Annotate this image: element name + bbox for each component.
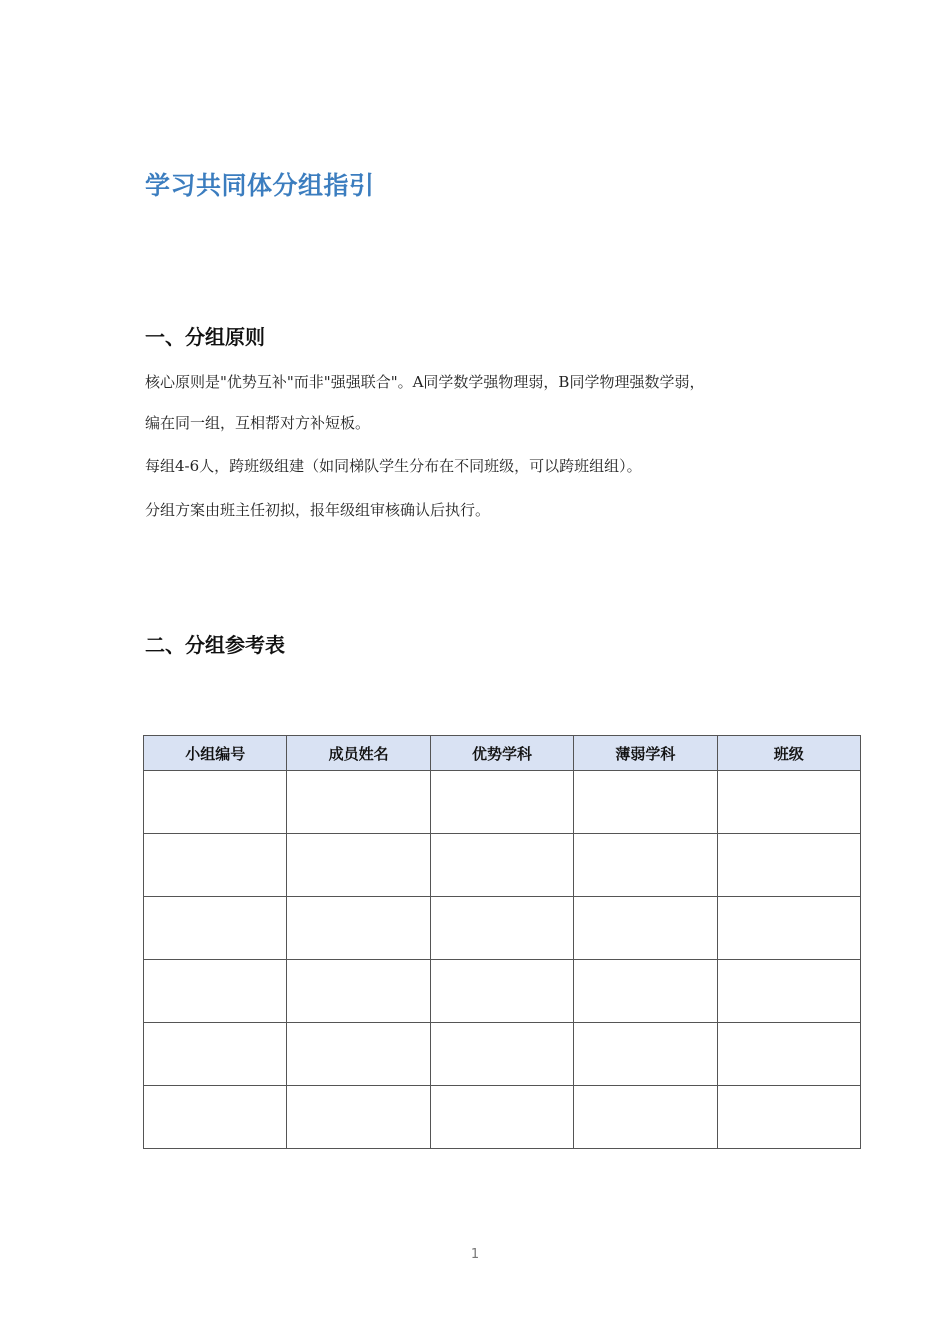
table-cell[interactable] [717,1086,860,1149]
table-cell[interactable] [287,960,430,1023]
table-cell[interactable] [144,960,287,1023]
paragraph-core-principle-cont: 编在同一组，互相帮对方补短板。 [145,414,371,432]
table-cell[interactable] [574,834,717,897]
table-cell[interactable] [287,771,430,834]
paragraph-group-size: 每组4-6人，跨班级组建（如同梯队学生分布在不同班级，可以跨班组组）。 [145,457,642,475]
table-body [144,771,861,1149]
table-cell[interactable] [430,897,573,960]
table-cell[interactable] [430,771,573,834]
section-heading-principles: 一、分组原则 [145,325,265,349]
table-row [144,771,861,834]
table-cell[interactable] [287,834,430,897]
header-member-name: 成员姓名 [287,736,430,771]
table-cell[interactable] [430,1086,573,1149]
section-heading-reference-table: 二、分组参考表 [145,633,285,657]
header-group-number: 小组编号 [144,736,287,771]
table-cell[interactable] [430,960,573,1023]
table-row [144,834,861,897]
table-cell[interactable] [574,771,717,834]
table-row [144,1023,861,1086]
table-cell[interactable] [574,1086,717,1149]
table-cell[interactable] [430,1023,573,1086]
table-row [144,1086,861,1149]
paragraph-approval: 分组方案由班主任初拟，报年级组审核确认后执行。 [145,501,491,519]
table-cell[interactable] [430,834,573,897]
page-number: 1 [470,1247,480,1262]
table-cell[interactable] [717,834,860,897]
table-cell[interactable] [717,960,860,1023]
header-weak-subject: 薄弱学科 [574,736,717,771]
table-cell[interactable] [717,897,860,960]
table-cell[interactable] [574,897,717,960]
table-cell[interactable] [287,1023,430,1086]
group-reference-table [143,735,861,1149]
table-cell[interactable] [144,834,287,897]
document-title: 学习共同体分组指引 [145,171,375,200]
table-cell[interactable] [717,1023,860,1086]
header-class: 班级 [717,736,860,771]
table-cell[interactable] [717,771,860,834]
table-cell[interactable] [574,1023,717,1086]
table-cell[interactable] [144,1086,287,1149]
table-cell[interactable] [144,897,287,960]
table-cell[interactable] [287,897,430,960]
header-strong-subject: 优势学科 [430,736,573,771]
paragraph-core-principle: 核心原则是"优势互补"而非"强强联合"。A同学数学强物理弱，B同学物理强数学弱， [145,373,705,391]
table-header-row [144,736,861,771]
table-row [144,960,861,1023]
table-cell[interactable] [287,1086,430,1149]
table-cell[interactable] [144,771,287,834]
table-cell[interactable] [574,960,717,1023]
table-cell[interactable] [144,1023,287,1086]
table-row [144,897,861,960]
